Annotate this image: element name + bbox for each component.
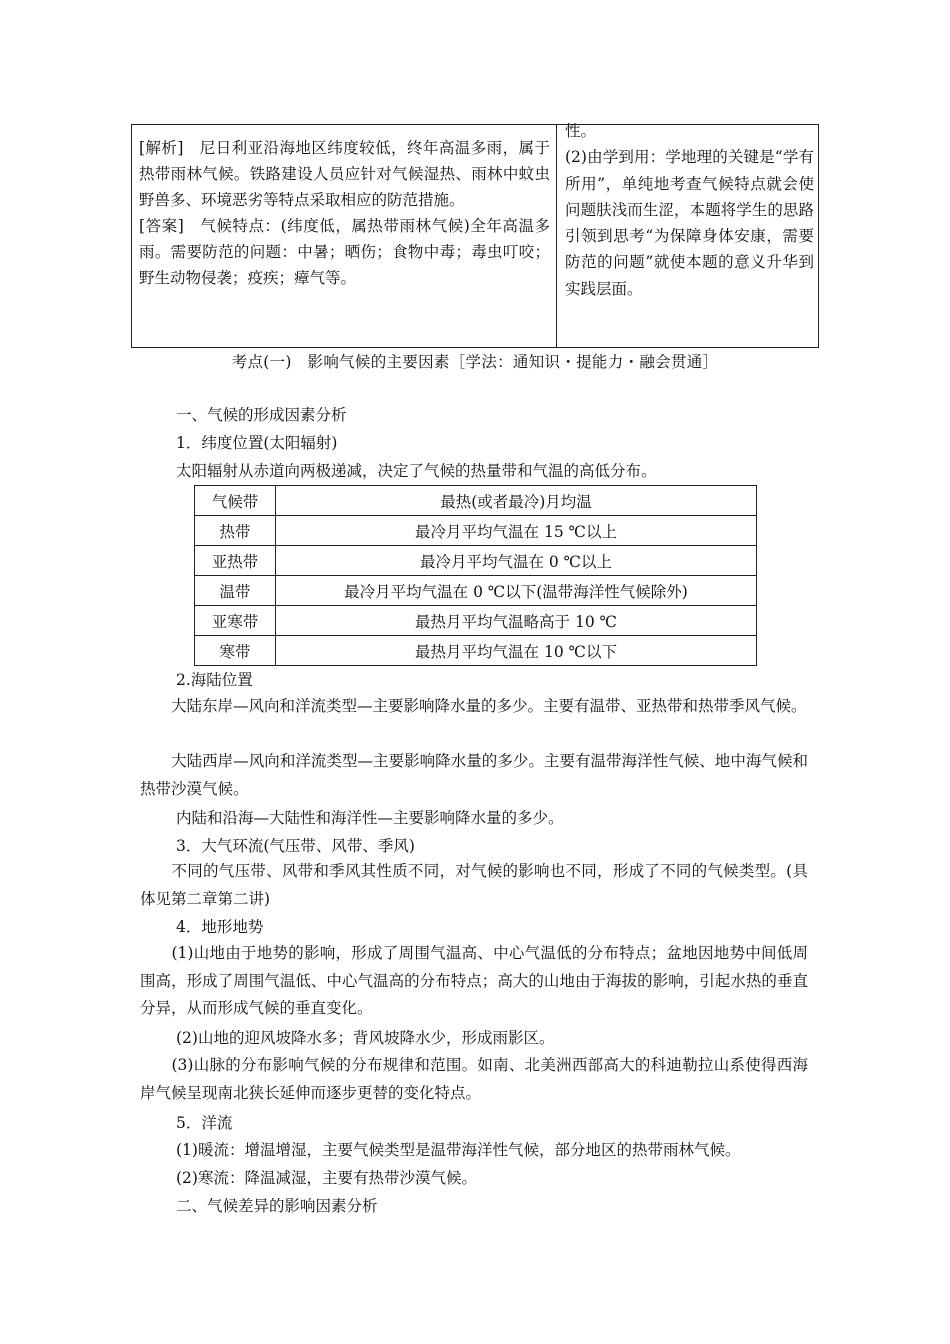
table-row: [195, 546, 757, 576]
climate-zone-table: [194, 485, 757, 666]
commentary-cell: [557, 118, 818, 347]
zone-cell: 亚热带: [195, 546, 276, 576]
item2-heading: 2.海陆位置: [176, 671, 253, 689]
temperature-cell: 最冷月平均气温在 0 ℃以下(温带海洋性气候除外): [276, 576, 757, 606]
item3-heading: 3．大气环流(气压带、风带、季风): [176, 837, 415, 855]
temperature-cell: 最冷月平均气温在 0 ℃以上: [276, 546, 757, 576]
zone-cell: 温带: [195, 576, 276, 606]
item1-heading: 1．纬度位置(太阳辐射): [176, 434, 338, 452]
temperature-cell: 最冷月平均气温在 15 ℃以上: [276, 516, 757, 546]
table-row: [195, 516, 757, 546]
header-cell: 最热(或者最冷)月均温: [276, 486, 757, 516]
analysis-box: [131, 124, 819, 348]
part1-heading: 一、气候的形成因素分析: [176, 406, 347, 424]
item5-paragraph: (2)寒流：降温减湿，主要有热带沙漠气候。: [176, 1169, 477, 1187]
zone-cell: 热带: [195, 516, 276, 546]
item3-paragraph: 不同的气压带、风带和季风其性质不同，对气候的影响也不同，形成了不同的气候类型。(具体见第二章第二讲): [140, 862, 808, 908]
item4-paragraph: (3)山脉的分布影响气候的分布规律和范围。如南、北美洲西部高大的科迪勒拉山系使得西海岸气候呈现南北狭长延伸而逐步更替的变化特点。: [140, 1056, 808, 1102]
header-cell: 气候带: [195, 486, 276, 516]
commentary-paragraph: (2)由学到用：学地理的关键是“学有所用”，单纯地考查气候特点就会使问题肤浅而生涩，本题将学生的思路引领到思考“为保障身体安康，需要防范的问题”就使本题的意义升华到实践层面。: [565, 148, 814, 298]
analysis-paragraph: [解析] 尼日利亚沿海地区纬度较低，终年高温多雨，属于热带雨林气候。铁路建设人员应针对气候湿热、雨林中蚊虫野兽多、环境恶劣等特点采取相应的防范措施。: [139, 139, 550, 209]
item2-paragraph: 大陆东岸—风向和洋流类型—主要影响降水量的多少。主要有温带、亚热带和热带季风气候。: [140, 697, 807, 715]
zone-cell: 寒带: [195, 636, 276, 666]
zone-cell: 亚寒带: [195, 606, 276, 636]
table-row: [195, 606, 757, 636]
section-title: 考点(一) 影响气候的主要因素［学法：通知识・提能力・融会贯通］: [231, 353, 719, 371]
item4-paragraph: (2)山地的迎风坡降水多；背风坡降水少，形成雨影区。: [176, 1029, 555, 1047]
item4-paragraph: (1)山地由于地势的影响，形成了周围气温高、中心气温低的分布特点；盆地因地势中间低周围高，形成了周围气温低、中心气温高的分布特点；高大的山地由于海拔的影响，引起水热的垂直分异，从而形成气候的垂直变化。: [140, 944, 808, 1017]
table-row: [195, 636, 757, 666]
item1-text: 太阳辐射从赤道向两极递减，决定了气候的热量带和气温的高低分布。: [176, 462, 657, 480]
item5-paragraph: (1)暖流：增温增湿，主要气候类型是温带海洋性气候，部分地区的热带雨林气候。: [176, 1141, 741, 1159]
commentary-tail: 性。: [565, 122, 597, 140]
item2-paragraph: 大陆西岸—风向和洋流类型—主要影响降水量的多少。主要有温带海洋性气候、地中海气候和热带沙漠气候。: [140, 752, 808, 798]
part2-heading: 二、气候差异的影响因素分析: [176, 1197, 378, 1215]
table-row: [195, 576, 757, 606]
item4-heading: 4．地形地势: [176, 918, 264, 936]
item5-heading: 5．洋流: [176, 1114, 233, 1132]
item2-paragraph: 内陆和沿海—大陆性和海洋性—主要影响降水量的多少。: [176, 809, 564, 827]
table-header-row: [195, 486, 757, 516]
temperature-cell: 最热月平均气温在 10 ℃以下: [276, 636, 757, 666]
analysis-answer-cell: [132, 125, 557, 347]
answer-paragraph: [答案] 气候特点：(纬度低，属热带雨林气候)全年高温多雨。需要防范的问题：中暑；晒伤；食物中毒；毒虫叮咬；野生动物侵袭；疫疾；瘴气等。: [139, 217, 550, 287]
temperature-cell: 最热月平均气温略高于 10 ℃: [276, 606, 757, 636]
